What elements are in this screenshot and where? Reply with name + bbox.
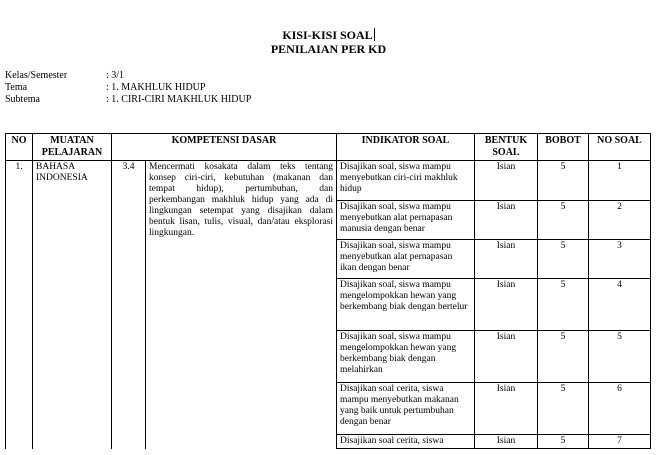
cell-indikator: Disajikan soal, siswa mampu menyebutkan ciri-ciri makhluk hidup bbox=[337, 161, 475, 201]
cell-bobot: 5 bbox=[538, 161, 589, 201]
cell-indikator: Disajikan soal, siswa mampu mengelompokkan hewan yang berkembang biak dengan bertelur bbox=[337, 279, 475, 331]
cell-indikator: Disajikan soal cerita, siswa mampu menyebutkan makanan yang baik untuk pertumbuhan dengan benar bbox=[337, 383, 475, 435]
cell-bentuk: Isian bbox=[475, 201, 538, 240]
document-title: KISI-KISI SOAL bbox=[282, 28, 373, 42]
text-cursor bbox=[374, 28, 375, 41]
header-bentuk: BENTUK SOAL bbox=[475, 134, 538, 161]
meta-key: Subtema bbox=[5, 94, 40, 105]
kisi-kisi-table bbox=[5, 133, 651, 449]
cell-bentuk: Isian bbox=[475, 435, 538, 449]
cell-no: 1. bbox=[6, 161, 33, 449]
cell-bentuk: Isian bbox=[475, 240, 538, 279]
cell-kd-text: Mencermati kosakata dalam teks tentang konsep ciri-ciri, kebutuhan (makanan dan tempat hidup), pertumbuhan, dan perkembangan makhluk hidup yang ada di lingkungan setempat yang disajikan dalam bentuk lisan, tulis, visual, dan/atau eksplorasi lingkungan. bbox=[146, 161, 337, 449]
cell-muatan: BAHASA INDONESIA bbox=[33, 161, 112, 449]
cell-nosoal: 3 bbox=[589, 240, 651, 279]
header-muatan: MUATAN PELAJARAN bbox=[33, 134, 112, 161]
header-indikator: INDIKATOR SOAL bbox=[337, 134, 475, 161]
header-nosoal: NO SOAL bbox=[589, 134, 651, 161]
header-no: NO bbox=[6, 134, 33, 161]
cell-nosoal: 4 bbox=[589, 279, 651, 331]
header-kompetensi: KOMPETENSI DASAR bbox=[112, 134, 337, 161]
cell-indikator: Disajikan soal, siswa mampu menyebutkan alat pernapasan manusia dengan benar bbox=[337, 201, 475, 240]
document-subtitle: PENILAIAN PER KD bbox=[270, 42, 387, 56]
cell-indikator: Disajikan soal, siswa mampu mengelompokkan hewan yang berkembang biak dengan melahirkan bbox=[337, 331, 475, 383]
cell-nosoal: 7 bbox=[589, 435, 651, 449]
meta-value: : 1. MAKHLUK HIDUP bbox=[106, 82, 206, 93]
cell-bentuk: Isian bbox=[475, 383, 538, 435]
cell-bobot: 5 bbox=[538, 201, 589, 240]
cell-bentuk: Isian bbox=[475, 331, 538, 383]
meta-value: : 3/1 bbox=[106, 70, 125, 81]
meta-key: Tema bbox=[5, 82, 28, 93]
cell-kd-code: 3.4 bbox=[112, 161, 146, 449]
header-bobot: BOBOT bbox=[538, 134, 589, 161]
cell-bobot: 5 bbox=[538, 240, 589, 279]
cell-nosoal: 5 bbox=[589, 331, 651, 383]
cell-indikator: Disajikan soal, siswa mampu menyebutkan alat pernapasan ikan dengan benar bbox=[337, 240, 475, 279]
cell-bobot: 5 bbox=[538, 279, 589, 331]
cell-indikator: Disajikan soal cerita, siswa bbox=[337, 435, 475, 449]
cell-bobot: 5 bbox=[538, 331, 589, 383]
cell-nosoal: 6 bbox=[589, 383, 651, 435]
cell-bobot: 5 bbox=[538, 383, 589, 435]
cell-bobot: 5 bbox=[538, 435, 589, 449]
table-header-row bbox=[6, 134, 651, 161]
cell-nosoal: 1 bbox=[589, 161, 651, 201]
cell-bentuk: Isian bbox=[475, 161, 538, 201]
cell-nosoal: 2 bbox=[589, 201, 651, 240]
table-row bbox=[6, 161, 651, 201]
meta-key: Kelas/Semester bbox=[5, 70, 68, 81]
meta-value: : 1. CIRI-CIRI MAKHLUK HIDUP bbox=[106, 94, 252, 105]
cell-bentuk: Isian bbox=[475, 279, 538, 331]
